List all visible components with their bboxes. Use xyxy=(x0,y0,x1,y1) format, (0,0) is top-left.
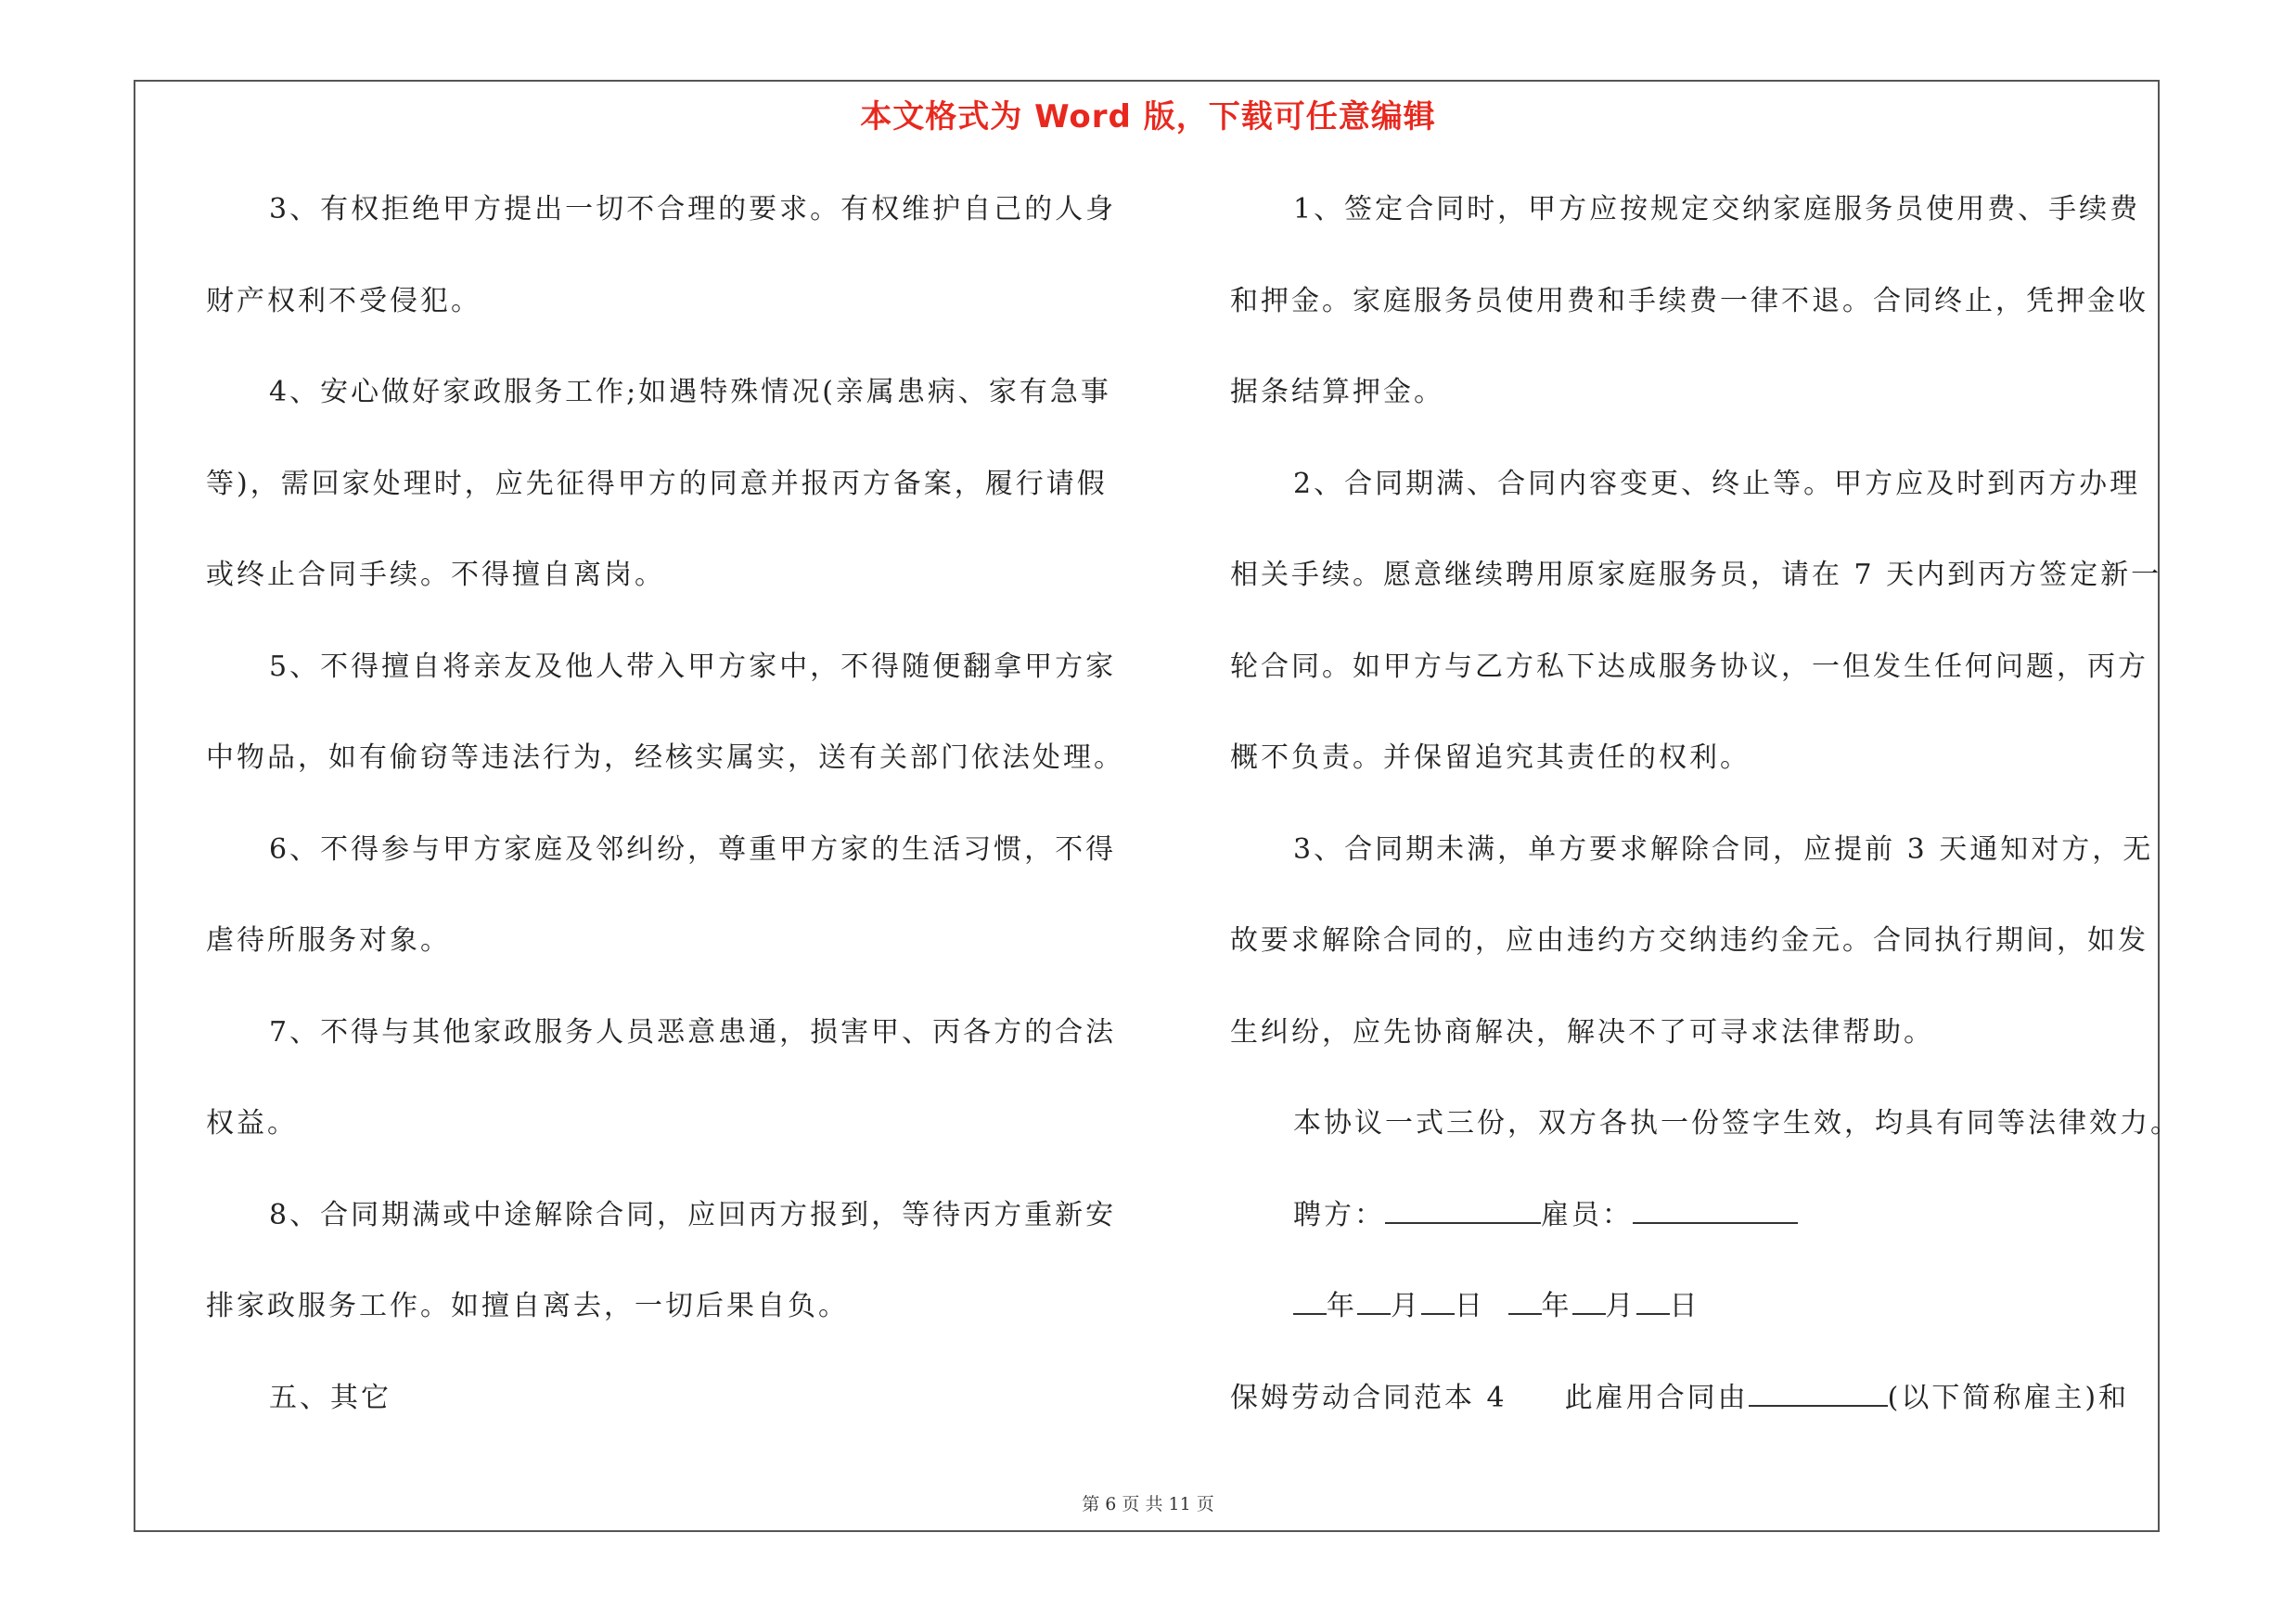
day-label: 日 xyxy=(1455,1290,1485,1322)
paragraph-line: 据条结算押金。 xyxy=(1230,376,1444,408)
month-label: 月 xyxy=(1391,1290,1421,1322)
day-blank xyxy=(1421,1287,1455,1315)
signature-line xyxy=(1230,1188,2158,1280)
paragraph-line: 虐待所服务对象。 xyxy=(206,924,451,957)
paragraph-line: 6、不得参与甲方家庭及邻纠纷，尊重甲方家的生活习惯，不得 xyxy=(269,832,1117,866)
footer-prefix: 第 xyxy=(1082,1494,1100,1514)
total-page-count: 11 xyxy=(1168,1494,1191,1514)
paragraph-line: 3、合同期未满，单方要求解除合同，应提前 3 天通知对方，无 xyxy=(1293,832,2154,866)
next-section-text: 此雇用合同由 xyxy=(1564,1381,1749,1414)
employee-label: 雇员： xyxy=(1541,1198,1633,1231)
paragraph-line: 4、安心做好家政服务工作;如遇特殊情况(亲属患病、家有急事 xyxy=(269,376,1111,408)
paragraph-line: 1、签定合同时，甲方应按规定交纳家庭服务员使用费、手续费 xyxy=(1293,193,2141,225)
right-column xyxy=(1230,182,2181,1462)
footer-suffix: 页 xyxy=(1196,1494,1214,1514)
section-heading: 五、其它 xyxy=(269,1381,391,1414)
paragraph-line: 5、不得擅自将亲友及他人带入甲方家中，不得随便翻拿甲方家 xyxy=(269,650,1117,683)
current-page-number: 6 xyxy=(1105,1494,1117,1514)
year-label: 年 xyxy=(1327,1290,1357,1322)
paragraph-line: 7、不得与其他家政服务人员恶意患通，损害甲、丙各方的合法 xyxy=(269,1015,1117,1049)
next-section-text-after: (以下简称雇主)和 xyxy=(1887,1381,2130,1414)
year-label: 年 xyxy=(1541,1290,1572,1322)
employer-label: 聘方： xyxy=(1293,1198,1385,1231)
employer-signature-blank xyxy=(1385,1196,1541,1224)
month-blank xyxy=(1572,1287,1606,1315)
left-column xyxy=(206,182,1143,1462)
paragraph-line: 2、合同期满、合同内容变更、终止等。甲方应及时到丙方办理 xyxy=(1293,467,2141,500)
paragraph-line: 排家政服务工作。如擅自离去，一切后果自负。 xyxy=(206,1290,849,1322)
paragraph-line: 故要求解除合同的，应由违约方交纳违约金元。合同执行期间，如发 xyxy=(1230,924,2148,957)
month-blank xyxy=(1357,1287,1391,1315)
paragraph-line: 3、有权拒绝甲方提出一切不合理的要求。有权维护自己的人身 xyxy=(269,193,1117,225)
paragraph-line: 概不负责。并保留追究其责任的权利。 xyxy=(1230,741,1751,774)
page-footer xyxy=(0,1490,2296,1515)
paragraph-line: 中物品，如有偷窃等违法行为，经核实属实，送有关部门依法处理。 xyxy=(206,741,1124,774)
paragraph-line: 财产权利不受侵犯。 xyxy=(206,284,481,317)
year-blank xyxy=(1508,1287,1542,1315)
month-label: 月 xyxy=(1605,1290,1636,1322)
paragraph-line: 轮合同。如甲方与乙方私下达成服务协议，一但发生任何问题，丙方 xyxy=(1230,650,2148,683)
footer-middle: 页 共 xyxy=(1122,1494,1163,1514)
paragraph-line: 8、合同期满或中途解除合同，应回丙方报到，等待丙方重新安 xyxy=(269,1198,1117,1231)
agreement-copies-line: 本协议一式三份，双方各执一份签字生效，均具有同等法律效力。 xyxy=(1293,1107,2181,1140)
date-line xyxy=(1230,1279,2158,1371)
word-format-banner: 本文格式为 Word 版，下载可任意编辑 xyxy=(860,98,1436,135)
paragraph-line: 相关手续。愿意继续聘用原家庭服务员，请在 7 天内到丙方签定新一 xyxy=(1230,559,2162,591)
paragraph-line: 生纠纷，应先协商解决，解决不了可寻求法律帮助。 xyxy=(1230,1015,1934,1049)
next-section-title: 保姆劳动合同范本 4 xyxy=(1230,1381,1507,1414)
paragraph-line: 和押金。家庭服务员使用费和手续费一律不退。合同终止，凭押金收 xyxy=(1230,284,2148,317)
day-blank xyxy=(1636,1287,1670,1315)
paragraph-line: 权益。 xyxy=(206,1107,298,1140)
employer-name-blank xyxy=(1749,1379,1888,1407)
day-label: 日 xyxy=(1669,1290,1700,1322)
next-section-line xyxy=(1230,1371,2158,1462)
year-blank xyxy=(1293,1287,1327,1315)
paragraph-line: 或终止合同手续。不得擅自离岗。 xyxy=(206,559,665,591)
employee-signature-blank xyxy=(1633,1196,1798,1224)
paragraph-line: 等)，需回家处理时，应先征得甲方的同意并报丙方备案，履行请假 xyxy=(206,467,1108,500)
